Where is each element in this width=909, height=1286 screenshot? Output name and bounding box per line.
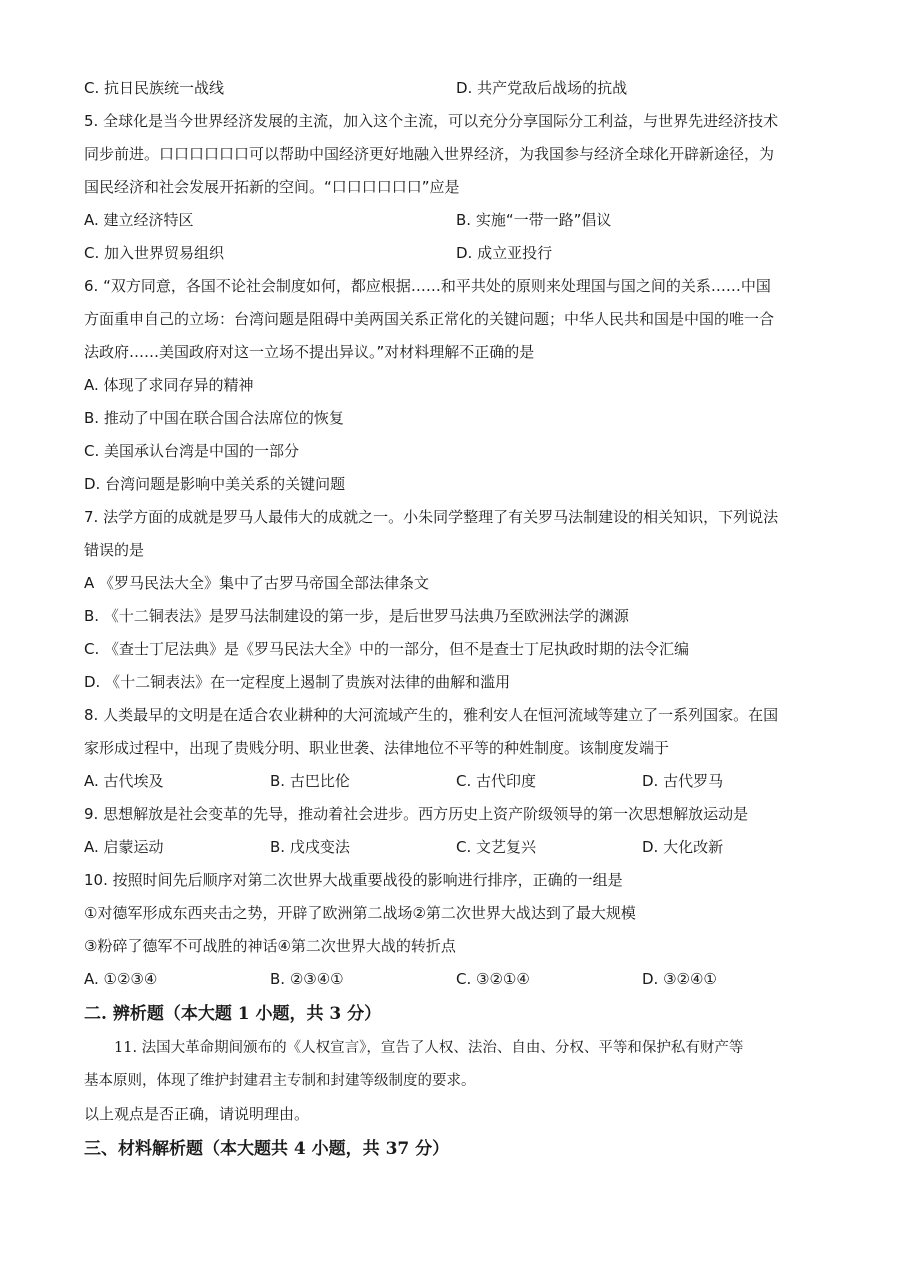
q10-option-c: C. ③②①④ [456,970,530,988]
q11-stem-line1: 11. 法国大革命期间颁布的《人权宣言》，宣告了人权、法治、自由、分权、平等和保护私有财产等 [114,1040,744,1056]
q5-stem-line2: 同步前进。口口口口口口可以帮助中国经济更好地融入世界经济，为我国参与经济全球化开辟新途径，为 [84,145,775,163]
q9-option-b: B. 戊戌变法 [270,838,350,856]
q8-option-d: D. 古代罗马 [642,772,724,790]
q10-stem-line3: ③粉碎了德军不可战胜的神话④第二次世界大战的转折点 [84,937,456,955]
q5-option-c: C. 加入世界贸易组织 [84,244,225,262]
q9-option-c: C. 文艺复兴 [456,838,537,856]
q10-stem-line1: 10. 按照时间先后顺序对第二次世界大战重要战役的影响进行排序，正确的一组是 [84,871,623,889]
q10-option-a: A. ①②③④ [84,970,158,988]
q7-option-d: D. 《十二铜表法》在一定程度上遏制了贵族对法律的曲解和滥用 [84,673,511,691]
q6-option-b: B. 推动了中国在联合国合法席位的恢复 [84,409,344,427]
q5-options-cd [84,237,829,270]
section2-heading: 二. 辨析题（本大题 1 小题，共 3 分） [84,1004,382,1024]
q6-option-c: C. 美国承认台湾是中国的一部分 [84,442,300,460]
q8-stem-line2: 家形成过程中，出现了贵贱分明、职业世袭、法律地位不平等的种姓制度。该制度发端于 [84,739,670,757]
q8-option-b: B. 古巴比伦 [270,772,350,790]
q7-option-b: B. 《十二铜表法》是罗马法制建设的第一步，是后世罗马法典乃至欧洲法学的渊源 [84,607,629,625]
q7-option-a: A 《罗马民法大全》集中了古罗马帝国全部法律条文 [84,574,430,592]
q4-option-c: C. 抗日民族统一战线 [84,79,225,97]
q6-option-d: D. 台湾问题是影响中美关系的关键问题 [84,475,346,493]
q10-options [84,963,829,996]
q7-stem-line2: 错误的是 [84,541,145,559]
exam-page [84,72,829,1167]
q10-option-d: D. ③②④① [642,970,717,988]
q5-options-ab [84,204,829,237]
q6-stem-line3: 法政府……美国政府对这一立场不提出异议。”对材料理解不正确的是 [84,343,535,361]
q4-options-cd [84,72,829,105]
q9-stem-line1: 9. 思想解放是社会变革的先导，推动着社会进步。西方历史上资产阶级领导的第一次思想解放运动是 [84,805,749,823]
q10-stem-line2: ①对德军形成东西夹击之势，开辟了欧洲第二战场②第二次世界大战达到了最大规模 [84,904,636,922]
q6-stem-line2: 方面重申自己的立场：台湾问题是阻碍中美两国关系正常化的关键问题；中华人民共和国是中国的唯一合 [84,310,775,328]
q7-stem-line1: 7. 法学方面的成就是罗马人最伟大的成就之一。小朱同学整理了有关罗马法制建设的相关知识，下列说法 [84,508,779,526]
q5-stem-line1: 5. 全球化是当今世界经济发展的主流，加入这个主流，可以充分分享国际分工利益，与世界先进经济技术 [84,112,779,130]
section3-heading: 三、材料解析题（本大题共 4 小题，共 37 分） [84,1139,450,1159]
q11-prompt: 以上观点是否正确，请说明理由。 [84,1105,310,1123]
q9-option-d: D. 大化改新 [642,838,724,856]
q7-option-c: C. 《查士丁尼法典》是《罗马民法大全》中的一部分，但不是查士丁尼执政时期的法令汇编 [84,640,690,658]
q8-options [84,765,829,798]
q8-option-a: A. 古代埃及 [84,772,164,790]
q6-option-a: A. 体现了求同存异的精神 [84,376,254,394]
q9-option-a: A. 启蒙运动 [84,838,164,856]
q9-options [84,831,829,864]
q11-stem-line2: 基本原则，体现了维护封建君主专制和封建等级制度的要求。 [84,1073,476,1089]
q5-option-a: A. 建立经济特区 [84,211,194,229]
q10-option-b: B. ②③④① [270,970,344,988]
q4-option-d: D. 共产党敌后战场的抗战 [456,79,628,97]
q8-option-c: C. 古代印度 [456,772,537,790]
q5-option-b: B. 实施“一带一路”倡议 [456,211,612,229]
q5-stem-line3: 国民经济和社会发展开拓新的空间。“口口口口口口”应是 [84,178,460,196]
q8-stem-line1: 8. 人类最早的文明是在适合农业耕种的大河流域产生的，雅利安人在恒河流域等建立了一系列国家。在国 [84,706,779,724]
q5-option-d: D. 成立亚投行 [456,244,553,262]
q6-stem-line1: 6. “双方同意，各国不论社会制度如何，都应根据……和平共处的原则来处理国与国之间的关系……中国 [84,277,771,295]
